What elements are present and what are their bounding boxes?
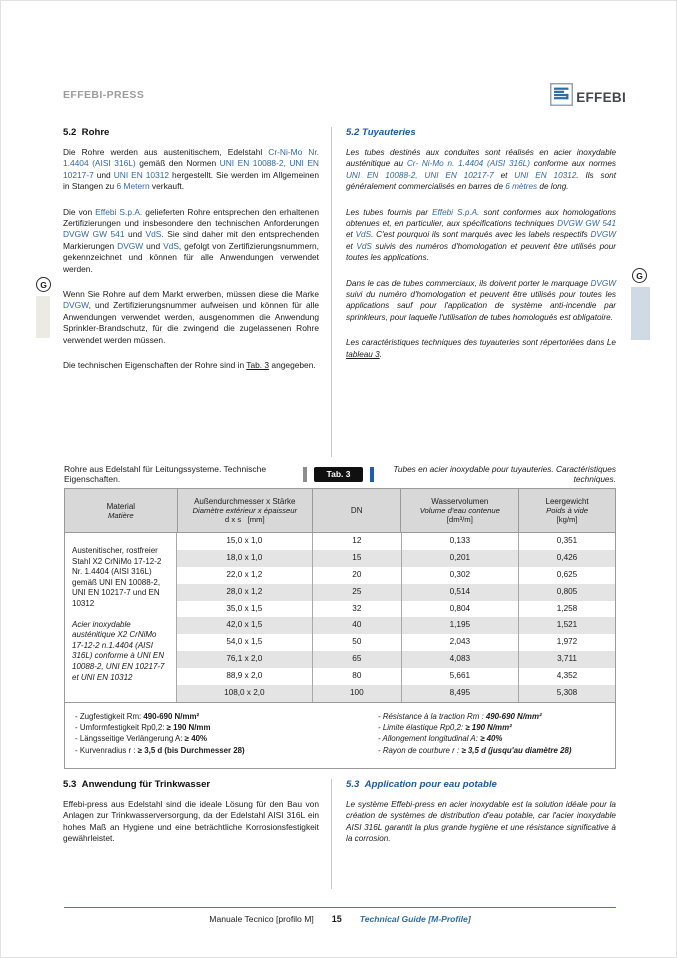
- table-row: [177, 601, 615, 618]
- margin-tab-left: [36, 296, 50, 338]
- spec-note-value: ≥ 190 N/mm²: [465, 723, 512, 733]
- table-row: [177, 668, 615, 685]
- cell-vol: 2,043: [401, 634, 518, 651]
- cell-dxs: 22,0 x 1,2: [226, 569, 263, 579]
- spec-note-value: ≥ 3,5 d (jusqu'au diamètre 28): [461, 745, 572, 755]
- heading-5-3-fr: 5.3 Application pour eau potable: [346, 779, 497, 790]
- norm-reference: Cr-Ni-Mo Nr. 1.4404 (AISI 316L): [63, 147, 319, 169]
- material-cell: [65, 533, 177, 702]
- cell-vol: 4,083: [401, 651, 518, 668]
- text-segment: de long.: [537, 182, 569, 192]
- text-segment: Les caractéristiques techniques des tuyauteries sont répertoriées dans Le: [346, 338, 616, 348]
- col-header-unit: d x s [mm]: [224, 515, 265, 524]
- column-german: [63, 127, 331, 457]
- cell-dn: 20: [312, 567, 401, 584]
- spec-note-label: - Allongement longitudinal A:: [378, 734, 481, 744]
- spec-note-label: - Résistance à la traction Rm :: [378, 711, 486, 721]
- page-footer: [64, 914, 616, 924]
- spec-note-label: - Zugfestigkeit Rm:: [75, 711, 144, 721]
- spec-note-value: ≥ 3,5 d (bis Durchmesser 28): [137, 745, 245, 755]
- text-segment: angegeben.: [269, 360, 316, 371]
- logo-g-icon: [550, 83, 573, 111]
- text-segment: Dans le cas de tubes commerciaux, ils doivent porter le marquage: [346, 278, 591, 288]
- cell-dn: 15: [312, 550, 401, 567]
- table-row: [177, 567, 615, 584]
- cell-wt: 0,351: [518, 533, 615, 550]
- cell-dn: 100: [312, 685, 401, 702]
- cell-vol: 0,514: [401, 584, 518, 601]
- cell-dxs: 28,0 x 1,2: [226, 586, 263, 596]
- text-segment: gemäß den Normen: [135, 158, 220, 169]
- cell-dn: 80: [312, 668, 401, 685]
- col-header-fr: Poids à vide: [546, 506, 589, 515]
- text-segment: und: [93, 169, 114, 180]
- cell-wt: 0,426: [518, 550, 615, 567]
- norm-reference: DVGW: [117, 240, 144, 251]
- text-segment: Wenn Sie Rohre auf dem Markt erwerben, müssen diese die Marke: [63, 289, 319, 300]
- cell-vol: 0,201: [401, 550, 518, 567]
- table-row: [177, 685, 615, 702]
- column-german: [63, 779, 331, 889]
- cell-wt: 4,352: [518, 668, 615, 685]
- cell-wt: 0,625: [518, 567, 615, 584]
- col-header-water-volume: [400, 489, 518, 532]
- cell-dxs: 54,0 x 1,5: [226, 637, 263, 647]
- text-segment: , und Zertifizierungsnummer aufweisen und können für alle Anwendungen verwendet werden, ausgenommen die Anwendung Sprinkler-Brandschutz, für die zwingend die zugelassenen Rohre verwendet werden müssen.: [63, 300, 319, 345]
- paragraph: [63, 147, 319, 193]
- cell-dxs: 108,0 x 2,0: [224, 688, 265, 698]
- cell-dxs: 18,0 x 1,0: [226, 552, 263, 562]
- text-segment: und: [143, 240, 164, 251]
- caption-bar-blue: [370, 467, 374, 482]
- text-segment: .: [379, 349, 382, 359]
- logo-wordmark: EFFEBI: [576, 89, 626, 105]
- cell-wt: 5,308: [518, 685, 615, 702]
- text-segment: Die von: [63, 206, 96, 217]
- cell-vol: 0,133: [401, 533, 518, 550]
- text-segment: Die technischen Eigenschaften der Rohre sind in: [63, 360, 247, 371]
- text-segment: und: [124, 229, 146, 240]
- cell-vol: 1,195: [401, 617, 518, 634]
- text-segment: Die Rohre werden aus austenitischem, Edelstahl: [63, 147, 269, 157]
- column-french: [331, 779, 616, 889]
- spec-note: [378, 733, 605, 744]
- table-number-badge: Tab. 3: [314, 467, 364, 482]
- norm-reference: Cr- Ni-Mo n. 1.4404 (AISI 316L): [406, 159, 530, 169]
- section-5-2: [63, 127, 616, 457]
- spec-note: [378, 745, 605, 756]
- spec-note-value: ≥ 40%: [480, 734, 503, 744]
- cell-dxs: 88,9 x 2,0: [226, 671, 263, 681]
- cell-vol: 0,804: [401, 601, 518, 618]
- spec-note: [75, 711, 340, 722]
- norm-reference: DVGW: [590, 278, 616, 288]
- text-segment: Les tubes destinés aux conduites sont réalisés en acier inoxydable austénitique au: [346, 148, 616, 169]
- cell-dxs: 35,0 x 1,5: [226, 603, 263, 613]
- table-caption-fr: Tubes en acier inoxydable pour tuyauteries. Caractéristiques techniques.: [393, 464, 616, 484]
- spec-note-label: - Längsseitige Verlängerung A:: [75, 734, 185, 744]
- material-de: Austenitischer, rostfreier Stahl X2 CrNiMo 17-12-2 Nr. 1.4404 (AISI 316L) gemäß UNI EN 10088-2, UNI EN 10217-7 und EN 10312: [72, 546, 162, 608]
- col-header-de: Material: [106, 501, 136, 511]
- norm-reference: DVGW: [590, 230, 616, 240]
- spec-note: [75, 745, 340, 756]
- norm-reference: VdS: [355, 230, 372, 240]
- col-header-dn: [312, 489, 401, 532]
- footer-guide-title: Technical Guide [M-Profile]: [359, 914, 471, 924]
- spec-note-label: - Umformfestigkeit Rp0,2:: [75, 723, 167, 733]
- text-segment: et: [346, 241, 357, 251]
- spec-note-value: ≥ 40%: [184, 734, 207, 744]
- table-row: [177, 617, 615, 634]
- cell-vol: 0,302: [401, 567, 518, 584]
- table-row: [177, 584, 615, 601]
- cell-vol: 5,661: [401, 668, 518, 685]
- col-header-material: [65, 489, 177, 532]
- col-header-unit: [dm³/m]: [446, 515, 473, 524]
- margin-tab-right: [631, 287, 650, 340]
- norm-reference: VdS: [356, 241, 372, 251]
- norm-reference: Effebi S.p.A.: [432, 207, 480, 217]
- text-segment: . Ils sont généralement commercialisés en barres de: [346, 170, 616, 192]
- col-header-de: Wasservolumen: [431, 497, 489, 506]
- norm-reference: DVGW: [63, 300, 89, 311]
- cell-dn: 12: [312, 533, 401, 550]
- norm-reference: Effebi S.p.A.: [95, 206, 143, 217]
- cell-wt: 1,972: [518, 634, 615, 651]
- cell-dn: 65: [312, 651, 401, 668]
- spec-note-label: - Kurvenradius r :: [75, 745, 138, 755]
- notes-german: [75, 711, 340, 758]
- spec-note: [378, 722, 605, 733]
- col-header-fr: Diamètre extérieur x épaisseur: [192, 506, 298, 515]
- col-header-de: Leergewicht: [545, 497, 589, 506]
- col-header-fr: Volume d'eau contenue: [419, 506, 500, 515]
- caption-bar-gray: [303, 467, 307, 482]
- text-segment: . C'est pourquoi ils sont marqués avec les labels respectifs: [371, 230, 591, 240]
- table-reference-link[interactable]: Tab. 3: [246, 360, 270, 371]
- text-segment: hergestellt. Sie werden im Allgemeinen in Stangen zu: [63, 169, 320, 192]
- text-segment: et: [346, 230, 356, 240]
- spec-note-value: ≥ 190 N/mm: [166, 723, 211, 733]
- cell-dxs: 42,0 x 1,5: [226, 620, 263, 630]
- norm-reference: VdS: [145, 229, 162, 240]
- spec-note-value: 490-690 N/mm²: [143, 711, 200, 721]
- margin-marker-g-left: G: [36, 277, 51, 292]
- cell-dn: 25: [312, 584, 401, 601]
- cell-vol: 8,495: [401, 685, 518, 702]
- cell-dn: 40: [312, 617, 401, 634]
- spec-note-label: - Rayon de courbure r :: [378, 745, 462, 755]
- paragraph: [63, 289, 319, 346]
- pipe-specs-table: [64, 488, 616, 769]
- table-header-row: [65, 489, 615, 533]
- text-segment: . Sie sind daher mit den entsprechenden Markierungen: [63, 229, 319, 251]
- table-data-rows: [177, 533, 615, 702]
- text-segment: gelieferten Rohre entsprechen den erhaltenen Zertifizierungen und insbesondere den technischen Anforderungen: [63, 206, 319, 229]
- cell-wt: 1,521: [518, 617, 615, 634]
- text-segment: Les tubes fournis par: [346, 207, 433, 217]
- norm-reference: DVGW GW 541: [557, 219, 616, 229]
- spec-note-value: 490-690 N/mm²: [485, 711, 542, 721]
- cell-wt: 3,711: [518, 651, 615, 668]
- page-number: 15: [331, 914, 342, 924]
- cell-dn: 32: [312, 601, 401, 618]
- cell-wt: 0,805: [518, 584, 615, 601]
- spec-note: [75, 722, 340, 733]
- col-header-fr: Matière: [108, 510, 134, 520]
- col-header-empty-weight: [518, 489, 615, 532]
- col-header-unit: [kg/m]: [556, 515, 578, 524]
- paragraph: [63, 360, 319, 371]
- col-header-diameter: [177, 489, 312, 532]
- spec-note: [75, 733, 340, 744]
- text-segment: conforme aux normes: [529, 159, 616, 169]
- table-row: [177, 533, 615, 550]
- material-fr: Acier inoxydable austénitique X2 CrNiMo 17-12-2 n.1.4404 (AISI 316L) conforme à UNI EN 10088-2, UNI EN 10217-7 et UNI EN 10312: [72, 619, 165, 682]
- paragraph: [346, 147, 616, 193]
- col-header-de: Außendurchmesser x Stärke: [194, 497, 296, 506]
- spec-note-label: - Limite élastique Rp0,2:: [378, 723, 466, 733]
- table-row: [177, 651, 615, 668]
- norm-reference: UNI EN 10312: [113, 169, 170, 180]
- col-header-de: DN: [350, 506, 363, 515]
- paragraph: [346, 337, 616, 360]
- cell-dxs: 15,0 x 1,0: [226, 536, 263, 545]
- text-segment: suivis des numéros d'homologation et peuvent être utilisés pour toutes les applications.: [346, 241, 617, 263]
- cell-dxs: 76,1 x 2,0: [226, 654, 263, 664]
- heading-5-3-de: 5.3 Anwendung für Trinkwasser: [63, 779, 211, 790]
- table-body: [65, 533, 615, 702]
- table-reference-link[interactable]: tableau 3: [346, 349, 380, 359]
- margin-marker-g-right: G: [632, 268, 647, 283]
- text-segment: sont conformes aux homologations obtenues et, en particulier, aux spécifications techniques: [346, 207, 616, 229]
- paragraph: [346, 278, 616, 324]
- cell-wt: 1,258: [518, 601, 615, 618]
- section-5-3: [63, 779, 616, 889]
- norm-reference: UNI EN 10088-2, UNI EN 10217-7: [346, 170, 494, 180]
- text-segment: et: [493, 170, 515, 180]
- notes-french: [340, 711, 605, 758]
- norm-reference: UNI EN 10088-2, UNI EN 10217-7: [63, 158, 319, 180]
- norm-reference: DVGW GW 541: [63, 229, 125, 240]
- table-row: [177, 634, 615, 651]
- norm-reference: 6 mètres: [505, 182, 538, 192]
- text-segment: verkauft.: [149, 181, 185, 192]
- page-header-brand: EFFEBI-PRESS: [63, 89, 145, 101]
- spec-note: [378, 711, 605, 722]
- heading-5-2-de: 5.2 Rohre: [63, 127, 110, 138]
- text-segment: , gefolgt von Zertifizierungsnummern, gekennzeichnet und können für alle Anwendungen verwendet werden.: [63, 240, 319, 274]
- footer-rule: [64, 907, 616, 908]
- norm-reference: VdS: [163, 240, 179, 251]
- footer-manual-title: Manuale Tecnico [profilo M]: [209, 914, 314, 924]
- paragraph: [63, 207, 319, 275]
- table-caption: [64, 464, 616, 484]
- company-logo: [550, 83, 626, 111]
- norm-reference: 6 Metern: [116, 181, 150, 192]
- table-row: [177, 550, 615, 567]
- heading-5-2-fr: 5.2 Tuyauteries: [346, 127, 416, 138]
- norm-reference: UNI EN 10312: [514, 170, 577, 180]
- table-caption-de: Rohre aus Edelstahl für Leitungssysteme. Technische Eigenschaften.: [64, 464, 267, 484]
- paragraph: Effebi-press aus Edelstahl sind die ideale Lösung für den Bau von Anlagen zur Trinkwasserversorgung, da der Edelstahl AISI 316L ein hohes Maß an Hygiene und eine beträchtliche Korrosionsfestigkeit gewährleistet.: [63, 799, 319, 844]
- paragraph: [346, 207, 616, 264]
- cell-dn: 50: [312, 634, 401, 651]
- column-french: [331, 127, 616, 457]
- table-notes: [65, 702, 615, 768]
- paragraph: Le système Effebi-press en acier inoxydable est la solution idéale pour la création de systèmes de distribution d'eau potable, car l'acier inoxydable AISI 316L garantit la plus grande hygiène et une résistance significative à la corrosion.: [346, 800, 616, 844]
- text-segment: suivi du numéro d'homologation et peuvent être utilisés pour toutes les applications sauf pour l'application de système anti-incendie par sprinkleurs, pour laquelle l'utilisation de tubes homologués est obligatoire.: [346, 290, 616, 322]
